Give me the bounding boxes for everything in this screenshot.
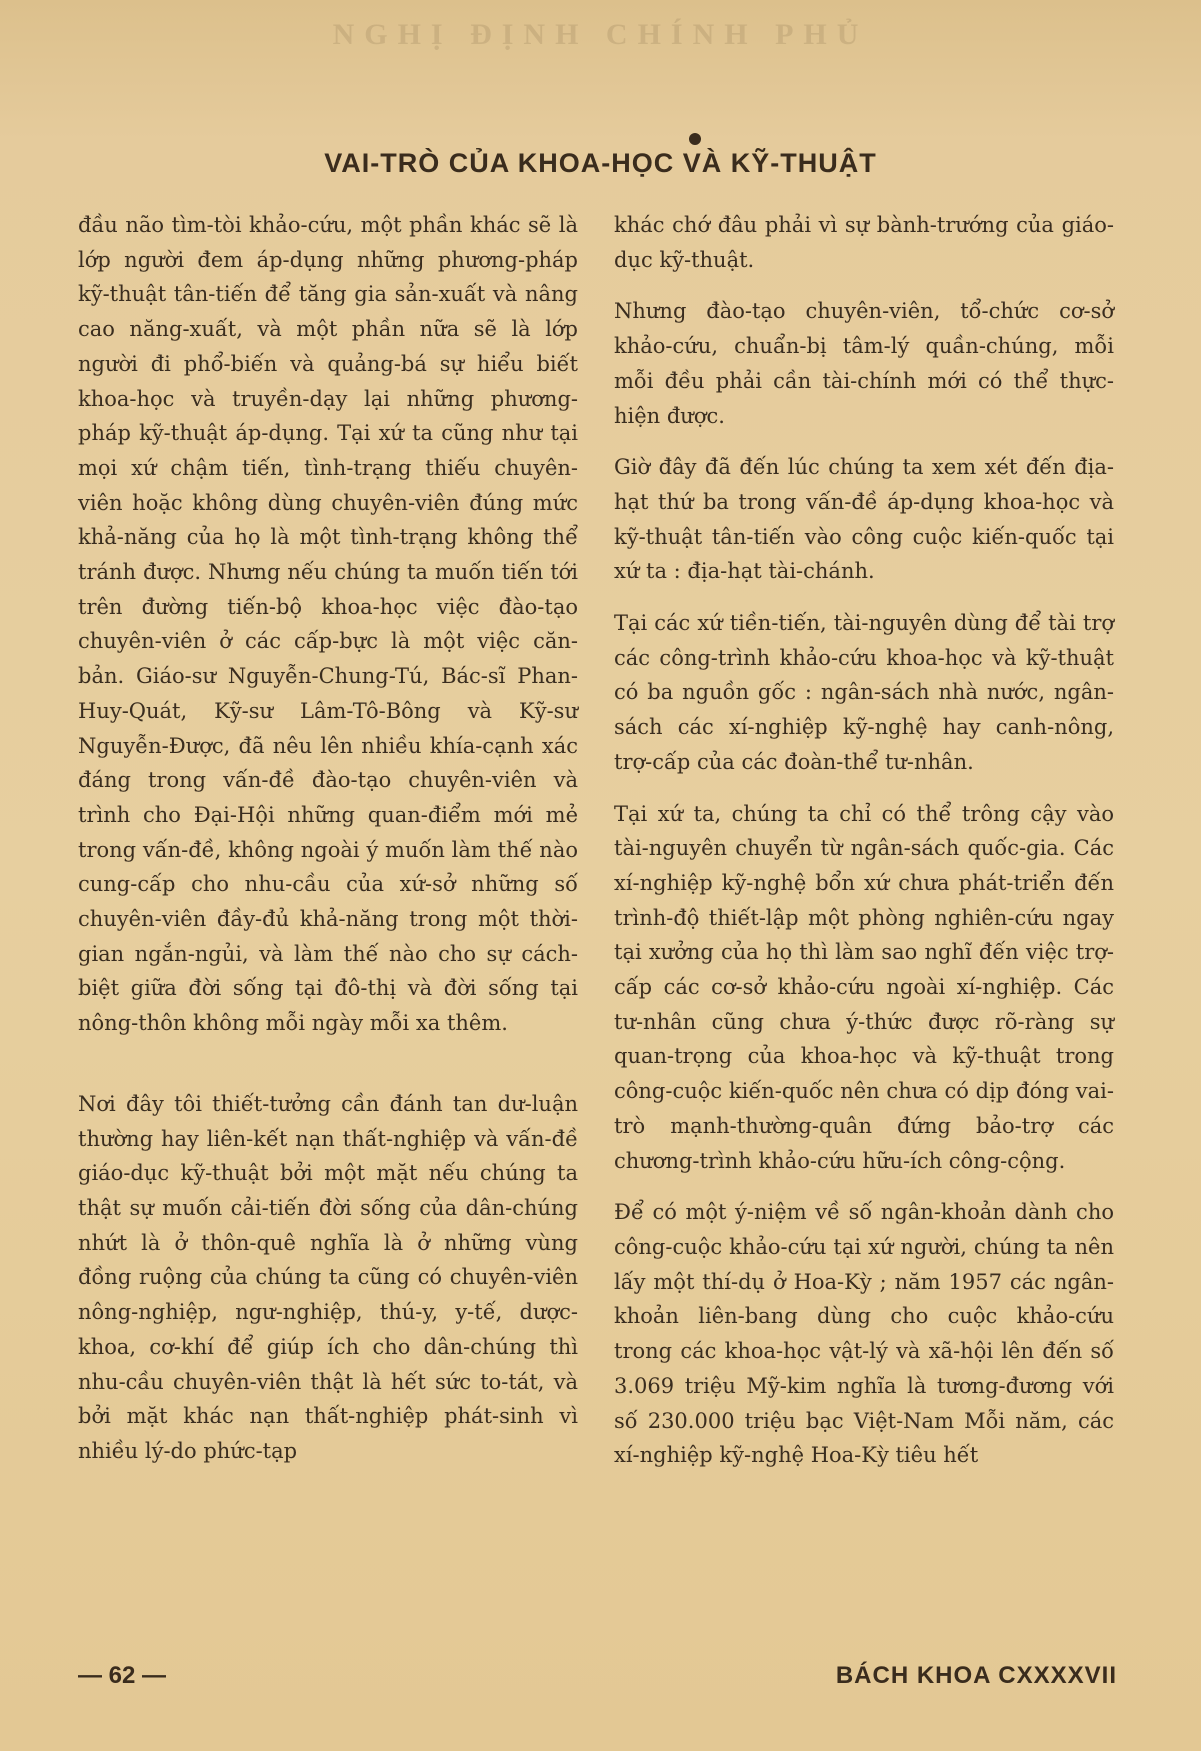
paragraph: Giờ đây đã đến lúc chúng ta xem xét đến địa-hạt thứ ba trong vấn-đề áp-dụng khoa-học và kỹ-thuật tân-tiến vào công cuộc kiến-quốc tại xứ ta : địa-hạt tài-chánh. [614, 455, 1114, 584]
right-column [614, 208, 1114, 1473]
bleed-through-text: NGHỊ ĐỊNH CHÍNH PHỦ [332, 18, 869, 51]
page-number: — 62 — [78, 1662, 167, 1689]
paragraph: đầu não tìm-tòi khảo-cứu, một phần khác sẽ là lớp người đem áp-dụng những phương-pháp kỹ-thuật tân-tiến để tăng gia sản-xuất và nâng cao năng-xuất, và một phần nữa sẽ là lớp người đi phổ-biến và quảng-bá sự hiểu biết khoa-học và truyền-dạy lại những phương-pháp kỹ-thuật áp-dụng. Tại xứ ta cũng như tại mọi xứ chậm tiến, tình-trạng thiếu chuyên-viên hoặc không dùng chuyên-viên đúng mức khả-năng của họ là một tình-trạng không thể tránh được. Nhưng nếu chúng ta muốn tiến tới trên đường tiến-bộ khoa-học việc đào-tạo chuyên-viên ở các cấp-bực là một việc căn-bản. Giáo-sư Nguyễn-Chung-Tú, Bác-sĩ Phan-Huy-Quát, Kỹ-sư Lâm-Tô-Bông và Kỹ-sư Nguyễn-Được, đã nêu lên nhiều khía-cạnh xác đáng trong vấn-đề đào-tạo chuyên-viên và trình cho Đại-Hội những quan-điểm mới mẻ trong vấn-đề, không ngoài ý muốn làm thế nào cung-cấp cho nhu-cầu của xứ-sở những số chuyên-viên đầy-đủ khả-năng trong một thời-gian ngắn-ngủi, và làm thế nào cho sự cách-biệt giữa đời sống tại đô-thị và đời sống tại nông-thôn không mỗi ngày mỗi xa thêm. [78, 213, 578, 1036]
paragraph: Nơi đây tôi thiết-tưởng cần đánh tan dư-luận thường hay liên-kết nạn thất-nghiệp và vấn-đề giáo-dục kỹ-thuật bởi một mặt nếu chúng ta thật sự muốn cải-tiến đời sống của dân-chúng nhứt là ở thôn-quê nghĩa là ở những vùng đồng ruộng của chúng ta cũng có chuyên-viên nông-nghiệp, ngư-nghiệp, thú-y, y-tế, dược-khoa, cơ-khí để giúp ích cho dân-chúng thì nhu-cầu chuyên-viên thật là hết sức to-tát, và bởi mặt khác nạn thất-nghiệp phát-sinh vì nhiều lý-do phức-tạp [78, 1091, 578, 1463]
paragraph: Để có một ý-niệm về số ngân-khoản dành cho công-cuộc khảo-cứu tại xứ người, chúng ta nên lấy một thí-dụ ở Hoa-Kỳ ; năm 1957 các ngân-khoản liên-bang dùng cho cuộc khảo-cứu trong các khoa-học vật-lý và xã-hội lên đến số 3.069 triệu Mỹ-kim nghĩa là tương-đương với số 230.000 triệu bạc Việt-Nam Mỗi năm, các xí-nghiệp kỹ-nghệ Hoa-Kỳ tiêu hết [614, 1200, 1114, 1468]
ornament-dot [689, 133, 701, 145]
paragraph: Tại xứ ta, chúng ta chỉ có thể trông cậy vào tài-nguyên chuyển từ ngân-sách quốc-gia. Các xí-nghiệp kỹ-nghệ bổn xứ chưa phát-triển đến trình-độ thiết-lập một phòng nghiên-cứu ngay tại xưởng của họ thì làm sao nghĩ đến việc trợ-cấp các cơ-sở khảo-cứu ngoài xí-nghiệp. Các tư-nhân cũng chưa ý-thức được rõ-ràng sự quan-trọng của khoa-học và kỹ-thuật trong công-cuộc kiến-quốc nên chưa có dịp đóng vai-trò mạnh-thường-quân đứng bảo-trợ các chương-trình khảo-cứu hữu-ích công-cộng. [614, 801, 1114, 1173]
paragraph: khác chớ đâu phải vì sự bành-trướng của giáo-dục kỹ-thuật. [614, 213, 1114, 272]
paragraph: Nhưng đào-tạo chuyên-viên, tổ-chức cơ-sở khảo-cứu, chuẩn-bị tâm-lý quần-chúng, mỗi mỗi đều phải cần tài-chính mới có thể thực-hiện được. [614, 299, 1114, 428]
magazine-issue: BÁCH KHOA CXXXXVII [835, 1662, 1117, 1689]
paragraph: Tại các xứ tiền-tiến, tài-nguyên dùng để tài trợ các công-trình khảo-cứu khoa-học và kỹ-thuật có ba nguồn gốc : ngân-sách nhà nước, ngân-sách các xí-nghiệp kỹ-nghệ hay canh-nông, trợ-cấp của các đoàn-thể tư-nhân. [614, 611, 1114, 774]
left-column [78, 208, 578, 1469]
article-title: VAI-TRÒ CỦA KHOA-HỌC VÀ KỸ-THUẬT [324, 148, 877, 178]
